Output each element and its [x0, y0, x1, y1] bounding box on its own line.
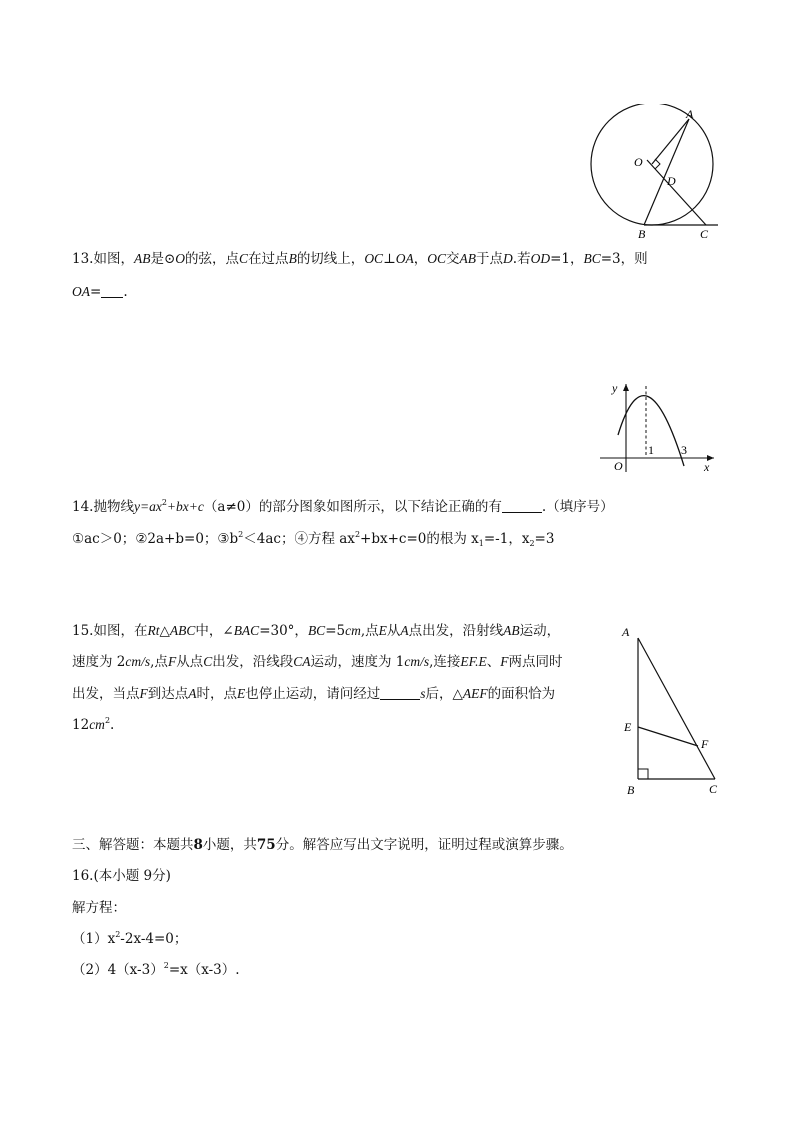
- q15-line2: 速度为 2cm/s,点F从点C出发，沿线段CA运动，速度为 1cm/s,连接EF.E、F两点同时: [72, 654, 563, 670]
- q15-label-a: A: [622, 625, 630, 639]
- section3-heading: 三、解答题：本题共8小题，共75分。解答应写出文字说明，证明过程或演算步骤。: [72, 837, 573, 853]
- q13-label-b: B: [638, 227, 646, 241]
- q13-line1: 13.如图，AB是⊙O的弦，点C在过点B的切线上，OC⊥OA，OC交AB于点D.若OD=1，BC=3，则: [72, 251, 648, 267]
- q13-label-o: O: [634, 155, 643, 169]
- q15-label-f: F: [701, 737, 709, 751]
- q16-intro: 解方程：: [72, 900, 126, 916]
- q13-right-angle-mark: [655, 159, 660, 169]
- q15-label-c: C: [709, 782, 718, 796]
- q15-line3: 出发，当点F到达点A时，点E也停止运动，请问经过 s后，△AEF的面积恰为: [72, 686, 556, 702]
- q15-line1: 15.如图，在Rt△ABC中，∠BAC=30°，BC=5cm,点E从A点出发，沿射线AB运动，: [72, 623, 561, 639]
- q15-side-ac: [638, 638, 715, 779]
- q14-line1: 14.抛物线$y=ax^2+bx+c(a\ne 0)$的部分图象如图所示，以下结论正确的有 .（填序号）: [72, 498, 614, 515]
- q15-right-angle-mark: [638, 769, 648, 779]
- q14-label-origin: O: [614, 459, 623, 473]
- q15-label-e: E: [624, 720, 632, 734]
- q13-radius-oa: [652, 119, 689, 164]
- q14-tick-3: 3: [681, 443, 687, 457]
- q14-label-y: y: [612, 381, 618, 395]
- q13-label-c: C: [700, 227, 709, 241]
- q16-part1: $(1)x^2-2x-4=0$；: [72, 930, 188, 947]
- q16-part2: $(2)4(x-3)^2=x(x-3)$.: [72, 961, 240, 978]
- q13-answer-blank: [101, 283, 123, 298]
- q14-line2: ①ac＞0；②2a+b=0；$③b^2<4ac$；④方程 $ax^2+bx+c=0$的根为 $x_1=-1$，$x_2=3$: [72, 530, 555, 548]
- q15-label-b: B: [627, 783, 635, 797]
- q14-answer-blank: [502, 498, 542, 513]
- q13-line2: OA= .: [72, 284, 128, 300]
- q13-label-a: A: [686, 107, 694, 121]
- q15-line4: $12cm^2$.: [72, 716, 115, 733]
- q14-figure: [596, 376, 726, 476]
- q15-answer-blank: [380, 685, 420, 700]
- q13-figure: [588, 104, 728, 244]
- q14-y-arrow: [623, 384, 629, 391]
- q13-label-d: D: [667, 174, 676, 188]
- q14-tick-1: 1: [648, 443, 654, 457]
- q13-segment-oc: [647, 160, 706, 225]
- q13-chord-ab: [644, 119, 689, 225]
- q15-segment-ef: [638, 727, 698, 746]
- q15-figure: [618, 622, 724, 798]
- q16-header: 16.(本小题 9分): [72, 868, 171, 884]
- q14-label-x: x: [704, 460, 710, 474]
